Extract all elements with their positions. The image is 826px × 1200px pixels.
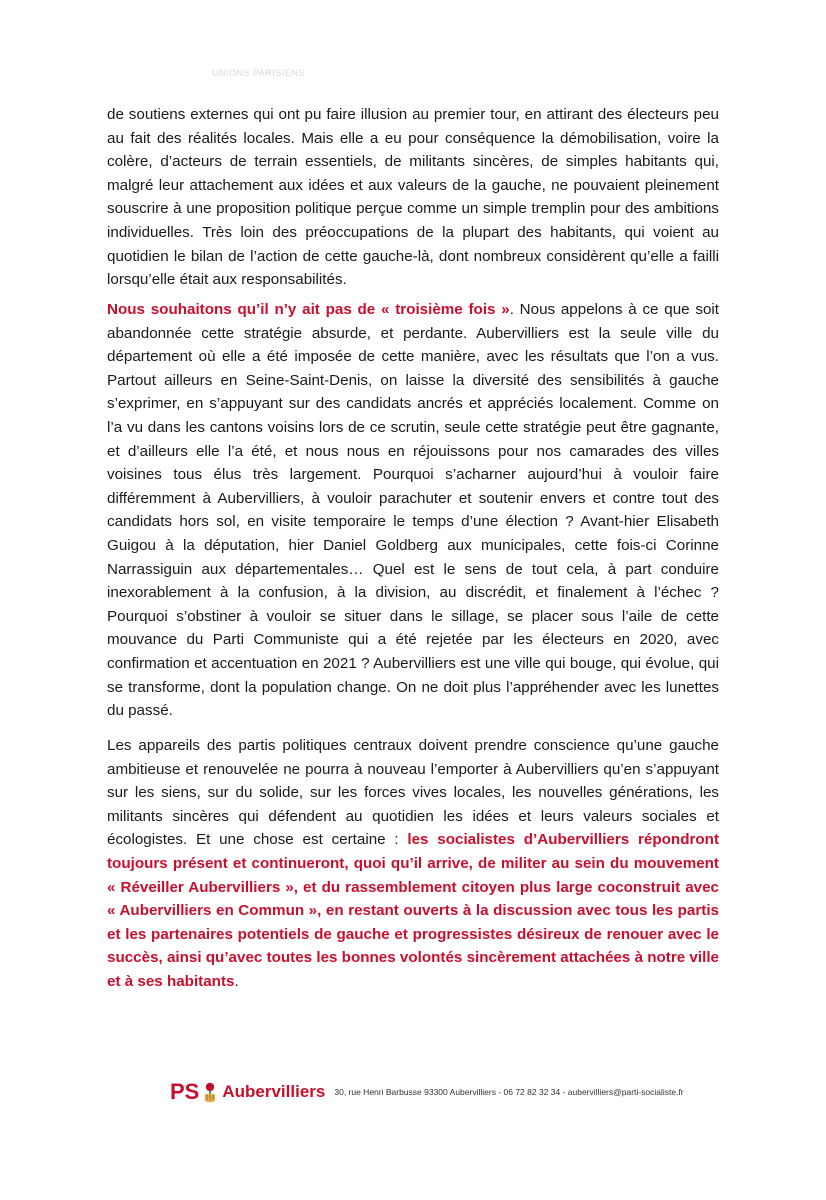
paragraph-2	[107, 298, 719, 723]
paragraph-3-end: .	[234, 972, 239, 990]
paragraph-3	[107, 734, 719, 994]
brand-name: Aubervilliers	[222, 1082, 326, 1101]
ps-logo: PS	[170, 1079, 200, 1104]
paragraph-1: de soutiens externes qui ont pu faire illusion au premier tour, en attirant des électeurs peu au fait des réalités locales. Mais elle a eu pour conséquence la démobilisation, voire la colère, d’acteurs de terrain essentiels, de militants sincères, de simples habitants qui, malgré leur attachement aux idées et aux valeurs de la gauche, ne pouvaient pleinement souscrire à une proposition politique perçue comme un simple tremplin pour des ambitions individuelles. Très loin des préoccupations de la plupart des habitants, qui voient au quotidien le bilan de l’action de cette gauche-là, dont nombreux considèrent qu’elle a failli lorsqu’elle était aux responsabilités.	[107, 106, 719, 289]
footer-address: 30, rue Henri Barbusse 93300 Aubervilliers - 06 72 82 32 34 - aubervilliers@parti-socialiste.fr	[334, 1087, 684, 1097]
paragraph-3-highlight: les socialistes d’Aubervilliers répondront toujours présent et continueront, quoi qu’il arrive, de militer au sein du mouvement « Réveiller Aubervilliers », et du rassemblement citoyen plus large coconstruit avec « Aubervilliers en Commun », en restant ouverts à la discussion avec tous les partis et les partenaires potentiels de gauche et progressistes désireux de renouer avec le succès, ainsi qu’avec toutes les bonnes volontés sincèrement attachées à notre ville et à ses habitants	[107, 831, 720, 990]
paragraph-2-text: . Nous appelons à ce que soit abandonnée cette stratégie absurde, et perdante. Aubervilliers est la seule ville du département où elle a été imposée de cette manière, avec les résultats que l’on a vus. Partout ailleurs en Seine-Saint-Denis, on laisse la diversité des sensibilités à gauche s’exprimer, en s’appuyant sur des candidats ancrés et appréciés localement. Comme on l’a vu dans les cantons voisins lors de ce scrutin, seule cette stratégie peut être gagnante, et d’ailleurs elle l’a été, et nous nous en réjouissons pour nos camarades des villes voisines tous élus très largement. Pourquoi s’acharner aujourd’hui à vouloir faire différemment à Aubervilliers, à vouloir parachuter et soutenir envers et contre tout des candidats hors sol, en visite temporaire le temps d’une élection ? Avant-hier Elisabeth Guigou à la députation, hier Daniel Goldberg aux municipales, cette fois-ci Corinne Narrassiguin aux départementales… Quel est le sens de tout cela, à part conduire inexorablement à la confusion, à la division, au discrédit, et finalement à l’échec ? Pourquoi s’obstiner à vouloir se situer dans le sillage, se placer sous l’aile de cette mouvance du Parti Communiste qui a été rejetée par les électeurs en 2020, avec confirmation et accentuation en 2021 ? Aubervilliers est une ville qui bouge, qui évolue, qui se transforme, dont la population change. On ne doit plus l’appréhender avec les lunettes du passé.	[107, 301, 719, 720]
footer	[170, 1079, 684, 1105]
faint-header-text: UNIONS PARISIENS	[212, 68, 305, 78]
rose-in-fist-icon	[202, 1082, 218, 1104]
paragraph-3-intro: Les appareils des partis politiques centraux doivent prendre conscience qu’une gauche ambitieuse et renouvelée ne pourra à nouveau l’emporter à Aubervilliers qu’en s’appuyant sur les siens, sur du solide, sur les forces vives locales, les nouvelles générations, les militants sincères qui défendent au quotidien les idées et leurs valeurs sociales et écologistes. Et une chose est certaine :	[107, 737, 719, 849]
paragraph-2-highlight: Nous souhaitons qu’il n’y ait pas de « troisième fois »	[107, 301, 510, 318]
